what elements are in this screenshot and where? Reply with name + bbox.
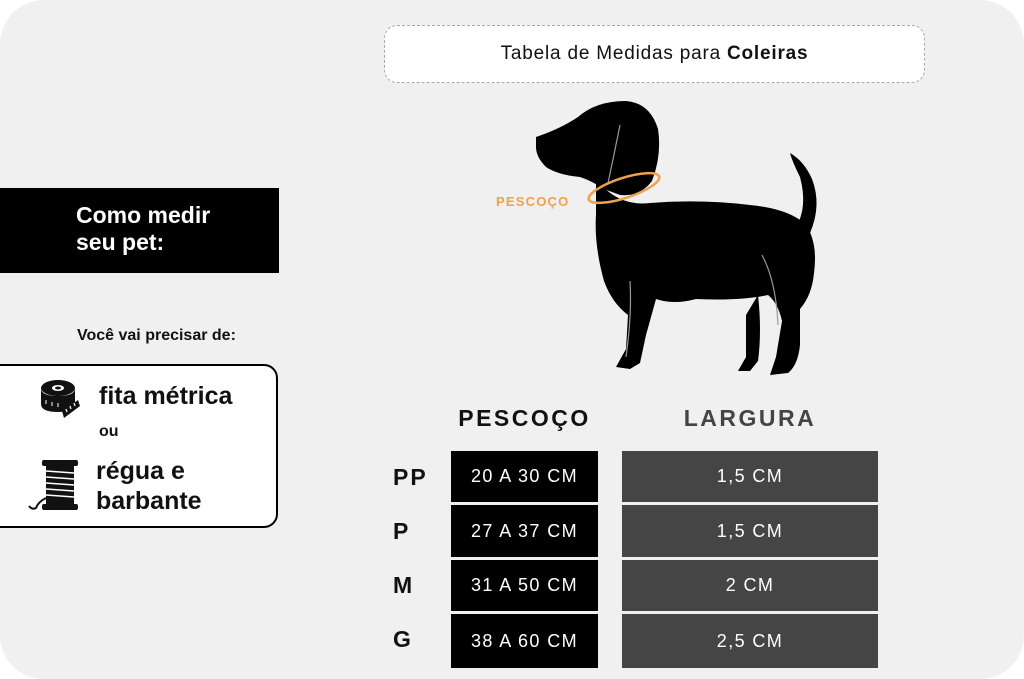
width-cell: 2 CM bbox=[622, 560, 878, 611]
need-label: Você vai precisar de: bbox=[77, 327, 236, 344]
how-to-line-1: Como medir bbox=[76, 202, 211, 228]
tool-ruler-line-1: régua e bbox=[96, 457, 185, 485]
tool-tape-label: fita métrica bbox=[99, 382, 233, 410]
measuring-tape-icon bbox=[38, 378, 80, 424]
size-label: P bbox=[393, 518, 411, 544]
width-column-header: LARGURA bbox=[683, 405, 817, 431]
width-cell: 2,5 CM bbox=[622, 614, 878, 668]
chart-title bbox=[384, 25, 925, 83]
neck-column-header: PESCOÇO bbox=[458, 405, 591, 431]
twine-spool-icon bbox=[28, 458, 80, 514]
tool-ruler-line-2: barbante bbox=[96, 487, 202, 515]
neck-cell: 20 A 30 CM bbox=[451, 451, 598, 502]
how-to-line-2: seu pet: bbox=[76, 229, 165, 255]
width-cell: 1,5 CM bbox=[622, 505, 878, 557]
size-label: G bbox=[393, 626, 413, 652]
neck-cell: 31 A 50 CM bbox=[451, 560, 598, 611]
neck-diagram-label: PESCOÇO bbox=[496, 194, 570, 209]
tool-ruler-twine-label bbox=[96, 456, 271, 516]
how-to-measure-banner bbox=[0, 188, 279, 273]
tool-or-label: ou bbox=[99, 423, 119, 440]
dog-silhouette-icon bbox=[500, 95, 830, 385]
width-cell: 1,5 CM bbox=[622, 451, 878, 502]
size-label: M bbox=[393, 572, 415, 598]
neck-cell: 38 A 60 CM bbox=[451, 614, 598, 668]
chart-title-product: Coleiras bbox=[727, 43, 809, 64]
neck-cell: 27 A 37 CM bbox=[451, 505, 598, 557]
size-label: PP bbox=[393, 464, 428, 490]
chart-title-prefix: Tabela de Medidas para bbox=[500, 43, 721, 64]
